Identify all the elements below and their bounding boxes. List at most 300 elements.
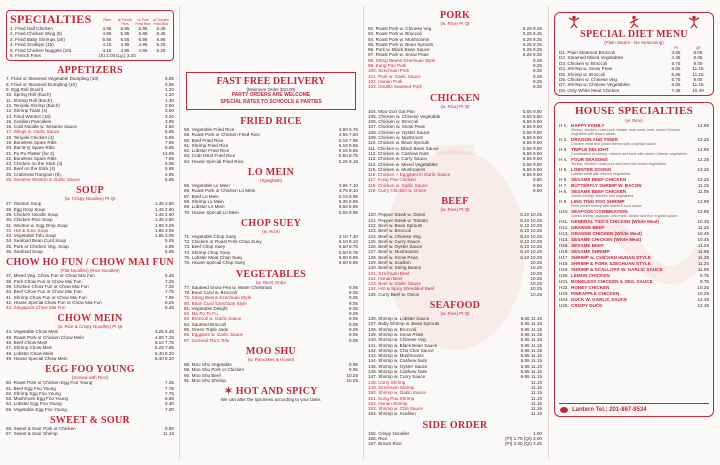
item-name: 52. Shrimp Egg Foo Young xyxy=(6,390,61,396)
hot-spicy-section xyxy=(184,386,358,402)
item-price: 5.95 xyxy=(165,249,174,255)
fold-line xyxy=(363,6,364,459)
item-name: 38. Pork Chow Fun or Chow Mai Fun xyxy=(6,278,82,284)
lantern-icon xyxy=(559,406,569,414)
chop-suey-section xyxy=(184,218,358,266)
chicken-list xyxy=(368,109,542,194)
item-price: 5.95 xyxy=(138,26,148,31)
item-number: H16. xyxy=(559,249,569,255)
menu-item xyxy=(368,84,542,89)
delivery-box xyxy=(186,72,356,110)
item-price: 1.20 xyxy=(165,92,174,98)
section-title: APPETIZERS xyxy=(57,65,123,77)
section-title: CHICKEN xyxy=(430,92,480,104)
item-price: 12.45 xyxy=(697,303,709,309)
item-price: 11.25 xyxy=(697,183,709,189)
menu-item xyxy=(6,249,174,254)
item-number: H10. xyxy=(559,209,569,215)
section-title: FRIED RICE xyxy=(240,116,302,127)
item-name: 72. Chicken or Roast Pork Chop Suey xyxy=(184,239,262,245)
item-price: 5.10 7.75 xyxy=(154,340,174,346)
item-name: 48. Lobster Chow Mein xyxy=(6,350,54,356)
menu-item xyxy=(6,431,174,436)
item-price: 11.95 xyxy=(697,189,709,195)
item-name: 2. Fried Chicken Wing (8) xyxy=(10,31,63,37)
item-price: 9.30 xyxy=(165,401,174,407)
delivery-minimum: (Minimum Order $10.00) xyxy=(246,87,296,92)
item-price: 10.25 xyxy=(530,265,542,271)
item-name: 145. Shrimp w. Oyster Sauce xyxy=(368,363,428,369)
house-specialty-item xyxy=(559,267,709,272)
item-text xyxy=(571,137,696,146)
item-name: D5. Shrimp w. Broccoli xyxy=(559,71,606,77)
item-price: 6.95 xyxy=(165,396,174,402)
fold-line xyxy=(548,6,549,459)
item-name: 121. Pepper Steak w. Tomato xyxy=(368,217,428,223)
section-title: SIDE ORDER xyxy=(422,419,488,431)
panel-center-left xyxy=(182,10,360,455)
house-specialty-item xyxy=(559,255,709,260)
item-name: PINEAPPLE CHICKEN xyxy=(571,291,620,297)
house-specialty-item xyxy=(559,231,709,236)
item-price: 6.45 xyxy=(165,273,174,279)
item-price: 4.25 6.45 xyxy=(154,329,174,335)
item-price: 10.45 xyxy=(697,237,709,243)
item-price: 11.15 xyxy=(530,395,542,401)
item-price: 1.45 2.60 xyxy=(154,206,174,212)
house-specialty-item xyxy=(559,199,709,208)
specialties-list xyxy=(10,26,170,58)
item-name: 96. Pork w. Black Bean Sauce xyxy=(368,47,430,53)
item-price: 7.95 xyxy=(165,140,174,145)
item-price: 9.50 xyxy=(533,182,542,188)
item-price: 9.25 xyxy=(533,68,542,74)
item-description: Chicken meat and jumbo shrimp with a special sauce. xyxy=(571,142,657,147)
item-description: Lobster meat with minced vegetables. xyxy=(571,172,632,177)
item-price: 4.75 8.10 xyxy=(338,188,358,194)
item-price: 8.95 xyxy=(165,145,174,151)
item-price: 12.25 xyxy=(697,137,709,143)
item-price: 6.05 xyxy=(693,50,703,55)
item-description: Jumbo shrimp, scallops, crab meat, lobster and fish in garlic sauce. xyxy=(571,214,678,219)
house-specialty-item xyxy=(559,123,709,136)
item-name: 79. String Beans Szechuan Style xyxy=(184,295,252,301)
item-price: 5.55 9.50 xyxy=(522,135,542,141)
house-specialty-item xyxy=(559,209,709,218)
item-name: 99. Kung Pao Pork xyxy=(368,63,407,69)
soup-section xyxy=(6,185,174,254)
item-name: 27. Wonton Soup xyxy=(6,201,42,207)
item-price: 5.95 xyxy=(120,26,130,31)
item-price: 1.00 xyxy=(533,430,542,436)
item-price: 5.55 9.50 xyxy=(522,140,542,146)
item-name: D8. Only White Meat Chicken xyxy=(559,87,620,93)
item-name: BONELESS CHICKEN & VEG. SAUCE xyxy=(571,279,653,285)
item-text xyxy=(571,279,698,284)
item-name: 92. Roast Pork w. Chinese Veg. xyxy=(368,26,433,31)
section-title: SPECIALTIES xyxy=(10,12,92,26)
item-number: H 5. xyxy=(559,167,568,173)
item-price: 5.55 9.50 xyxy=(522,129,542,135)
item-name: 25. Crabmeat Rangoon (8) xyxy=(6,171,61,177)
item-number: H 3. xyxy=(559,147,568,153)
item-price: 11.15 xyxy=(530,390,542,396)
item-name: 115. Chicken w. Mushrooms xyxy=(368,166,426,172)
item-price: 5.55 9.50 xyxy=(522,166,542,172)
item-name: 30. Chicken Rice Soup xyxy=(6,217,53,223)
item-name: 127. Beef w. Mushrooms xyxy=(368,249,419,255)
item-price: 5.25 xyxy=(156,42,166,48)
item-price: 8.05 xyxy=(349,327,358,333)
diet-figures xyxy=(559,15,709,29)
item-price: 11.15 xyxy=(530,411,542,417)
item-name: 9. Egg Roll (Each) xyxy=(6,87,44,93)
item-price: (Lg.) 3.20 xyxy=(116,53,136,59)
item-price: 8.05 xyxy=(693,55,703,61)
vegetables-section xyxy=(184,269,358,343)
lo-mein-list xyxy=(184,183,358,215)
fried-rice-list xyxy=(184,127,358,164)
item-price: 6.65 11.15 xyxy=(520,331,542,337)
item-price: 5.15 7.95 xyxy=(338,137,358,143)
item-name: 77. Sauteed Snow Pea w. Water Chestnuts xyxy=(184,284,272,290)
item-name: 20. Bar-B-Q Spare Ribs xyxy=(6,145,55,151)
item-price: 3.20 xyxy=(165,113,174,119)
vegetables-list xyxy=(184,285,358,343)
section-subtitle: (w. Crispy Noodles) Pt Qt xyxy=(64,196,116,202)
item-price: 11.15 xyxy=(530,379,542,385)
item-number: H 6. xyxy=(559,177,568,183)
item-name: 152. Hunan Shrimp xyxy=(368,400,408,406)
item-price: 4.10 7.40 xyxy=(338,233,358,239)
item-price: 5.10 8.10 xyxy=(338,239,358,245)
item-name: 11. Shrimp Roll (Each) xyxy=(6,97,52,103)
item-price: 8.25 xyxy=(165,299,174,305)
item-price: 6.10 10.25 xyxy=(520,222,542,228)
item-name: 49. House Special Chow Mein xyxy=(6,355,68,361)
section-title: SWEET & SOUR xyxy=(49,414,131,426)
item-price: 5.95 xyxy=(165,161,174,167)
item-description: Combination of shrimp, chicken and beef with mixed Chinese vegetables. xyxy=(571,152,688,157)
item-name: 63. Crab Meat Fried Rice xyxy=(184,153,236,159)
section-subtitle: (Spaghetti) xyxy=(259,178,282,184)
item-name: LOBSTER SOONG xyxy=(571,167,612,173)
item-name: 117. Kung Pao Chicken xyxy=(368,177,416,183)
egg-foo-young-list xyxy=(6,380,174,412)
item-name: TRIPLE DELIGHT xyxy=(571,147,609,153)
item-name: 88. Moo Shu Vegetable xyxy=(184,361,232,367)
item-name: 59. Roast Pork or Chicken Fried Rice xyxy=(184,132,260,138)
diet-title: SPECIAL DIET MENU xyxy=(580,29,688,40)
item-name: 65. Vegetable Lo Mein xyxy=(184,183,230,189)
item-name: 104. Moo Goo Gai Pan xyxy=(368,108,415,114)
item-text xyxy=(571,177,696,182)
diet-subtitle: (Plain Steam - No Seasoning) xyxy=(604,40,664,45)
item-price: 10.25 xyxy=(697,285,709,291)
item-number: H14. xyxy=(559,237,569,243)
item-price: 6.65 xyxy=(671,66,681,72)
soup-list xyxy=(6,201,174,254)
section-subtitle: (w. Pancakes & Hoisin) xyxy=(247,356,295,362)
item-number: H22. xyxy=(559,285,569,291)
seafood-section xyxy=(368,300,542,417)
item-text xyxy=(571,243,696,248)
item-price: 5.95 xyxy=(165,129,174,135)
item-name: 28. Egg Drop Soup xyxy=(6,206,46,212)
house-specialty-item xyxy=(559,147,709,156)
item-price: 4.95 xyxy=(120,47,130,53)
item-price: 6.65 11.15 xyxy=(520,337,542,343)
item-price: 1.85 3.05 xyxy=(154,227,174,233)
item-name: HAPPY FAMILY xyxy=(571,123,605,129)
panel-right xyxy=(552,10,716,455)
item-price: 7.95 xyxy=(165,294,174,300)
item-number: H 9. xyxy=(559,199,568,205)
item-name: 89. Moo Shu Pork or Chicken xyxy=(184,367,245,373)
item-name: 83. Broccoli w. Garlic Sauce xyxy=(184,316,242,322)
item-price: 4.15 xyxy=(102,47,112,53)
item-price: 4.35 xyxy=(671,55,681,61)
item-number: H24. xyxy=(559,297,569,303)
item-number: H18. xyxy=(559,261,569,267)
item-price: 5.25 xyxy=(156,47,166,53)
menu-item xyxy=(6,407,174,412)
item-price: 8.05 xyxy=(349,311,358,317)
item-price: 8.60 xyxy=(165,425,174,431)
item-text xyxy=(571,199,696,208)
pork-list xyxy=(368,26,542,90)
item-name: 39. Chicken Chow Fun or Chow Mai Fun xyxy=(6,283,89,289)
item-price: 5.25 9.25 xyxy=(522,36,542,42)
item-text xyxy=(571,249,696,254)
item-name: 120. Pepper Steak w. Onion xyxy=(368,212,426,218)
item-name: 16. Cold Noodle w. Sesame Sauce xyxy=(6,124,77,130)
item-name: 40. Beef Chow Fun or Chow Mai Fun xyxy=(6,289,82,295)
item-name: 46. Beef Chow Mein xyxy=(6,340,48,346)
item-price: 5.55 9.50 xyxy=(522,124,542,130)
item-price: 5.55 8.95 xyxy=(338,204,358,210)
section-title: CHOW MEIN xyxy=(57,313,123,325)
item-price: 6.95 xyxy=(156,36,166,42)
item-name: 51. Beef Egg Foo Young xyxy=(6,385,56,391)
item-price: 1.30 xyxy=(165,97,174,103)
menu-item xyxy=(368,441,542,446)
item-price: 10.40 xyxy=(692,87,704,93)
menu-item xyxy=(6,356,174,361)
chow-fun-section xyxy=(6,257,174,310)
item-name: D3. Chicken w. Broccoli xyxy=(559,60,608,66)
item-price: 11.15 xyxy=(692,66,704,72)
menu-item xyxy=(6,305,174,310)
item-name: 85. Green Triple Jade xyxy=(184,327,229,333)
item-name: 107. Chicken w. Snow Peas xyxy=(368,124,425,130)
item-price: 1.85 3.05 xyxy=(154,233,174,239)
item-name: 154. Shrimp w. Scallion xyxy=(368,411,416,417)
item-text xyxy=(571,273,698,278)
item-price: 4.85 7.25 xyxy=(154,334,174,340)
item-description: Fried jumbo shrimp with sweet & sour sauce. xyxy=(571,204,643,209)
item-price: 6.45 xyxy=(156,31,166,37)
item-price: 1.45 2.60 xyxy=(154,217,174,223)
item-name: 138. Shrimp w. Broccoli xyxy=(368,326,416,332)
item-price: 1.45 2.60 xyxy=(154,211,174,217)
item-price: 5.15 8.95 xyxy=(338,193,358,199)
item-price: 1.45 2.60 xyxy=(154,201,174,207)
item-name: 23. Chicken on the Stick (4) xyxy=(6,161,63,167)
item-price: 9.00 xyxy=(693,77,703,83)
item-name: BUTTERFLY SHRIMP W. BACON xyxy=(571,183,642,189)
item-name: 35. Pork or Chicken Veg. Soup xyxy=(6,243,69,249)
item-price: 7.45 xyxy=(671,87,681,93)
item-name: 98. String Beans Szechuan Style xyxy=(368,57,436,63)
item-price: 5.55 9.50 xyxy=(522,161,542,167)
item-name: 43. Singapore Chow Mai Fun xyxy=(6,305,66,311)
section-subtitle: (w. Rice) Pt Qt xyxy=(440,21,470,26)
item-number: H19. xyxy=(559,267,569,273)
item-price: 6.65 11.15 xyxy=(520,358,542,364)
item-price: 8.05 xyxy=(349,321,358,327)
item-name: 125. Beef w. Curry Sauce xyxy=(368,238,421,244)
item-description: Shrimp, chicken, roast pork and beef with mixed vegetables. xyxy=(571,162,667,167)
item-price: 5.25 7.95 xyxy=(154,345,174,351)
item-name: 61. Shrimp Fried Rice xyxy=(184,142,229,148)
item-price: 9.75 xyxy=(700,273,709,279)
item-name: 21. Pu Pu Platter (for 2) xyxy=(6,150,55,156)
appetizers-section xyxy=(6,65,174,182)
item-price: 5.50 8.75 xyxy=(338,153,358,159)
item-price: 5.25 9.25 xyxy=(522,52,542,58)
item-price: 7.75 xyxy=(165,385,174,391)
item-price: 5.95 xyxy=(165,177,174,183)
item-name: 131. Szechuan Beef xyxy=(368,270,410,276)
item-price: 12.95 xyxy=(697,147,709,153)
item-name: 12. Teriyaki Shrimp (Each) xyxy=(6,102,60,108)
beef-list xyxy=(368,212,542,297)
item-text xyxy=(571,157,696,166)
item-name: 57. Sweet & Sour Shrimp xyxy=(6,431,58,437)
item-text xyxy=(571,183,696,188)
item-price: 9.75 xyxy=(700,279,709,285)
moo-shu-list xyxy=(184,362,358,383)
menu-item xyxy=(184,260,358,265)
item-name: 108. Chicken w. Oyster Sauce xyxy=(368,129,430,135)
item-price: 5.95 xyxy=(165,166,174,172)
item-description: Jumbo shrimp, chicken and vegetables. xyxy=(571,194,635,199)
item-price: 11.15 xyxy=(692,71,704,77)
beef-section xyxy=(368,196,542,297)
house-specialties-subtitle: (w. Rice) xyxy=(625,118,643,124)
item-name: 156. Rice xyxy=(368,436,388,441)
section-title: CHOP SUEY xyxy=(240,217,302,229)
item-price: 6.10 10.25 xyxy=(520,228,542,234)
exercise-figure-icon xyxy=(687,15,701,29)
section-title: SEAFOOD xyxy=(429,300,481,312)
item-price: 6.65 11.15 xyxy=(520,369,542,375)
item-price: 5.40 8.20 xyxy=(154,355,174,361)
item-price: 6.10 10.25 xyxy=(520,249,542,255)
item-name: D2. Steamed Mixed Vegetables xyxy=(559,55,624,61)
item-text xyxy=(571,225,696,230)
item-name: 41. Shrimp Chow Fun or Chow Mai Fun xyxy=(6,294,87,300)
item-price: 11.25 xyxy=(697,261,709,267)
item-name: 155. Crispy Noodles xyxy=(368,430,410,436)
item-name: 109. Chicken w. Mushroom xyxy=(368,135,424,141)
item-price: 6.65 11.15 xyxy=(520,353,542,359)
item-price: 11.25 xyxy=(697,225,709,231)
house-specialty-item xyxy=(559,273,709,278)
item-name: 129. Beef w. Scallion xyxy=(368,259,411,265)
moo-shu-section xyxy=(184,346,358,383)
item-name: 101. Pork w. Garlic Sauce xyxy=(368,73,421,79)
item-number: H13. xyxy=(559,231,569,237)
item-name: 81. Vegetable Delight xyxy=(184,305,228,311)
item-price: 9.50 xyxy=(533,188,542,194)
item-price: 5.55 9.50 xyxy=(522,172,542,178)
item-price: 3.50 xyxy=(165,108,174,114)
item-name: 45. Roast Pork or Chicken Chow Mein xyxy=(6,334,84,340)
item-name: DUCK W. GARLIC SAUCE xyxy=(571,297,628,303)
item-name: LING TING FOO SHRIMP xyxy=(571,199,625,205)
item-name: 10. Spring Roll (Each) xyxy=(6,92,51,98)
item-name: 66. Roast Pork or Chicken Lo Mein xyxy=(184,188,256,194)
item-name: DRAGON AND TIGER xyxy=(571,137,618,143)
item-name: 14. Fried Wonton (10) xyxy=(6,113,51,119)
item-name: 29. Chicken Noodle Soup xyxy=(6,211,59,217)
item-name: 128. Beef w. Snow Peas xyxy=(368,254,418,260)
item-text xyxy=(571,237,696,242)
item-number: H25. xyxy=(559,303,569,309)
lo-mein-section xyxy=(184,167,358,215)
item-name: 26. Sesame Wonton in Garlic Sauce xyxy=(6,177,80,183)
item-price: 6.65 xyxy=(671,82,681,88)
item-price: 6.10 10.25 xyxy=(520,244,542,250)
item-text xyxy=(571,303,696,308)
item-name: 42. House Special Chow Fun or Chow Mai Fun xyxy=(6,299,102,305)
item-price: 5.95 xyxy=(138,31,148,37)
item-name: D4. Shrimp w. Snow Peas xyxy=(559,66,613,72)
house-specialty-item xyxy=(559,303,709,308)
delivery-line: PARTY ORDERS ARE WELCOME xyxy=(231,92,311,98)
item-price: 6.10 10.25 xyxy=(520,233,542,239)
item-price: 4.95 xyxy=(120,42,130,48)
item-name: 149. Szechuan Shrimp xyxy=(368,384,415,390)
item-price: 6.65 11.15 xyxy=(520,342,542,348)
house-specialty-item xyxy=(559,157,709,166)
item-name: 6. French Fries xyxy=(10,53,41,59)
sweet-sour-section xyxy=(6,415,174,437)
item-name: 67. Beef Lo Mein xyxy=(184,193,219,199)
item-number: H 8. xyxy=(559,189,568,195)
item-price: 10.25 xyxy=(697,291,709,297)
section-title: EGG FOO YOUNG xyxy=(45,364,135,376)
item-number: H15. xyxy=(559,243,569,249)
item-name: 134. Hot & Spicy Shredded Beef xyxy=(368,286,435,292)
item-price: 5.15 8.65 xyxy=(338,148,358,154)
item-price: 5.95 xyxy=(120,31,130,37)
item-name: 73. Beef Chop Suey xyxy=(184,244,226,250)
item-name: 140. Shrimp w. Chinese Veg. xyxy=(368,337,427,343)
item-name: 50. Roast Pork or Chicken Egg Foo Young xyxy=(6,380,93,386)
item-price: 12.95 xyxy=(697,123,709,129)
menu-item xyxy=(10,53,170,58)
item-number: H 2. xyxy=(559,137,568,143)
item-name: 76. House Special Chop Suey xyxy=(184,260,246,266)
item-price: (Pt) 2.00 (Qt) 3.25 xyxy=(504,441,542,447)
item-price: 5.25 xyxy=(165,238,174,244)
lantern-footer xyxy=(559,403,709,414)
item-name: SESAME CHICKEN (White Meat) xyxy=(571,237,642,243)
side-order-list xyxy=(368,431,542,447)
